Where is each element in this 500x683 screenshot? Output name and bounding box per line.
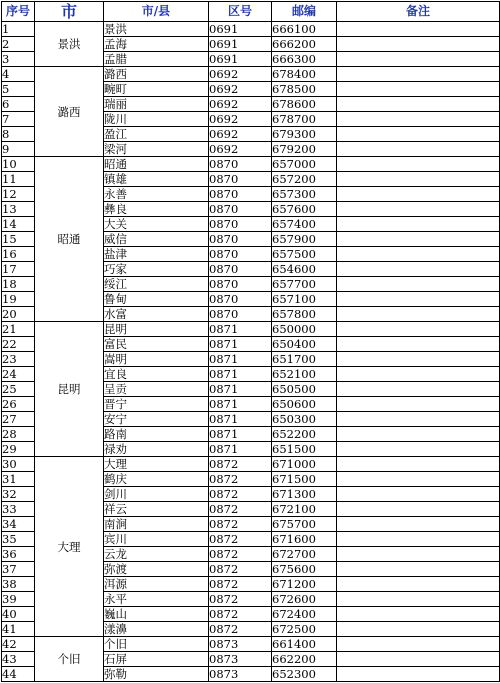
county-cell: 潞西: [104, 67, 209, 82]
remark-cell: [337, 487, 500, 502]
postcode-cell: 657900: [272, 232, 337, 247]
remark-cell: [337, 142, 500, 157]
postcode-table: [1, 1, 500, 682]
postcode-cell: 672700: [272, 547, 337, 562]
postcode-cell: 650300: [272, 412, 337, 427]
remark-cell: [337, 442, 500, 457]
header-area-code: 区号: [209, 2, 272, 22]
remark-cell: [337, 517, 500, 532]
postcode-cell: 650400: [272, 337, 337, 352]
county-cell: 路南: [104, 427, 209, 442]
county-cell: 洱源: [104, 577, 209, 592]
area-code-cell: 0692: [209, 97, 272, 112]
postcode-cell: 661400: [272, 637, 337, 652]
seq-cell: 36: [2, 547, 35, 562]
seq-cell: 1: [2, 22, 35, 37]
county-cell: 石屏: [104, 652, 209, 667]
seq-cell: 32: [2, 487, 35, 502]
area-code-cell: 0873: [209, 667, 272, 682]
area-code-cell: 0872: [209, 532, 272, 547]
area-code-cell: 0870: [209, 157, 272, 172]
postcode-cell: 679200: [272, 142, 337, 157]
postcode-cell: 662200: [272, 652, 337, 667]
postcode-cell: 666100: [272, 22, 337, 37]
county-cell: 孟海: [104, 37, 209, 52]
county-cell: 禄劝: [104, 442, 209, 457]
postcode-cell: 650500: [272, 382, 337, 397]
city-cell: 个旧: [35, 637, 104, 682]
remark-cell: [337, 502, 500, 517]
county-cell: 孟腊: [104, 52, 209, 67]
seq-cell: 12: [2, 187, 35, 202]
area-code-cell: 0873: [209, 637, 272, 652]
county-cell: 宾川: [104, 532, 209, 547]
seq-cell: 10: [2, 157, 35, 172]
table-row: [2, 457, 500, 472]
county-cell: 云龙: [104, 547, 209, 562]
county-cell: 景洪: [104, 22, 209, 37]
postcode-cell: 671200: [272, 577, 337, 592]
seq-cell: 42: [2, 637, 35, 652]
postcode-cell: 650000: [272, 322, 337, 337]
county-cell: 呈贡: [104, 382, 209, 397]
county-cell: 陇川: [104, 112, 209, 127]
postcode-cell: 672600: [272, 592, 337, 607]
remark-cell: [337, 262, 500, 277]
area-code-cell: 0692: [209, 112, 272, 127]
seq-cell: 15: [2, 232, 35, 247]
county-cell: 彝良: [104, 202, 209, 217]
postcode-cell: 657200: [272, 172, 337, 187]
area-code-cell: 0871: [209, 412, 272, 427]
remark-cell: [337, 367, 500, 382]
seq-cell: 41: [2, 622, 35, 637]
county-cell: 梁河: [104, 142, 209, 157]
area-code-cell: 0870: [209, 202, 272, 217]
remark-cell: [337, 37, 500, 52]
postcode-cell: 652100: [272, 367, 337, 382]
postcode-cell: 652300: [272, 667, 337, 682]
city-cell: 景洪: [35, 22, 104, 67]
county-cell: 晋宁: [104, 397, 209, 412]
city-cell: 大理: [35, 457, 104, 637]
header-city: 市: [35, 2, 104, 22]
area-code-cell: 0691: [209, 52, 272, 67]
seq-cell: 7: [2, 112, 35, 127]
county-cell: 安宁: [104, 412, 209, 427]
postcode-cell: 651700: [272, 352, 337, 367]
remark-cell: [337, 52, 500, 67]
remark-cell: [337, 112, 500, 127]
seq-cell: 35: [2, 532, 35, 547]
remark-cell: [337, 277, 500, 292]
area-code-cell: 0872: [209, 562, 272, 577]
area-code-cell: 0692: [209, 142, 272, 157]
seq-cell: 28: [2, 427, 35, 442]
county-cell: 威信: [104, 232, 209, 247]
area-code-cell: 0870: [209, 262, 272, 277]
remark-cell: [337, 427, 500, 442]
seq-cell: 20: [2, 307, 35, 322]
seq-cell: 16: [2, 247, 35, 262]
remark-cell: [337, 382, 500, 397]
seq-cell: 17: [2, 262, 35, 277]
postcode-cell: 657000: [272, 157, 337, 172]
postcode-cell: 657400: [272, 217, 337, 232]
area-code-cell: 0871: [209, 382, 272, 397]
area-code-cell: 0871: [209, 442, 272, 457]
county-cell: 剑川: [104, 487, 209, 502]
remark-cell: [337, 172, 500, 187]
seq-cell: 25: [2, 382, 35, 397]
seq-cell: 37: [2, 562, 35, 577]
county-cell: 昭通: [104, 157, 209, 172]
area-code-cell: 0872: [209, 577, 272, 592]
table-body: [2, 22, 500, 682]
county-cell: 个旧: [104, 637, 209, 652]
seq-cell: 21: [2, 322, 35, 337]
county-cell: 水富: [104, 307, 209, 322]
area-code-cell: 0870: [209, 172, 272, 187]
remark-cell: [337, 217, 500, 232]
county-cell: 鹤庆: [104, 472, 209, 487]
seq-cell: 19: [2, 292, 35, 307]
postcode-cell: 678600: [272, 97, 337, 112]
remark-cell: [337, 667, 500, 682]
area-code-cell: 0691: [209, 22, 272, 37]
remark-cell: [337, 547, 500, 562]
postcode-cell: 657100: [272, 292, 337, 307]
remark-cell: [337, 472, 500, 487]
postcode-cell: 650600: [272, 397, 337, 412]
remark-cell: [337, 622, 500, 637]
area-code-cell: 0870: [209, 277, 272, 292]
seq-cell: 18: [2, 277, 35, 292]
postcode-cell: 671600: [272, 532, 337, 547]
header-postcode: 邮编: [272, 2, 337, 22]
area-code-cell: 0872: [209, 502, 272, 517]
postcode-cell: 671500: [272, 472, 337, 487]
remark-cell: [337, 412, 500, 427]
area-code-cell: 0870: [209, 292, 272, 307]
table-row: [2, 637, 500, 652]
area-code-cell: 0870: [209, 187, 272, 202]
postcode-cell: 679300: [272, 127, 337, 142]
area-code-cell: 0870: [209, 247, 272, 262]
postcode-cell: 678400: [272, 67, 337, 82]
remark-cell: [337, 232, 500, 247]
seq-cell: 33: [2, 502, 35, 517]
postcode-cell: 671000: [272, 457, 337, 472]
seq-cell: 9: [2, 142, 35, 157]
remark-cell: [337, 352, 500, 367]
area-code-cell: 0872: [209, 457, 272, 472]
area-code-cell: 0871: [209, 337, 272, 352]
city-cell: 潞西: [35, 67, 104, 157]
county-cell: 畹町: [104, 82, 209, 97]
remark-cell: [337, 307, 500, 322]
county-cell: 绥江: [104, 277, 209, 292]
area-code-cell: 0871: [209, 322, 272, 337]
seq-cell: 26: [2, 397, 35, 412]
seq-cell: 8: [2, 127, 35, 142]
seq-cell: 2: [2, 37, 35, 52]
area-code-cell: 0692: [209, 67, 272, 82]
county-cell: 盐津: [104, 247, 209, 262]
county-cell: 镇雄: [104, 172, 209, 187]
county-cell: 弥渡: [104, 562, 209, 577]
postcode-cell: 666200: [272, 37, 337, 52]
seq-cell: 40: [2, 607, 35, 622]
table-row: [2, 157, 500, 172]
remark-cell: [337, 97, 500, 112]
remark-cell: [337, 67, 500, 82]
county-cell: 永善: [104, 187, 209, 202]
header-remark: 备注: [337, 2, 500, 22]
remark-cell: [337, 22, 500, 37]
area-code-cell: 0872: [209, 547, 272, 562]
postcode-cell: 671300: [272, 487, 337, 502]
postcode-cell: 672500: [272, 622, 337, 637]
header-row: [2, 2, 500, 22]
county-cell: 宜良: [104, 367, 209, 382]
postcode-cell: 666300: [272, 52, 337, 67]
county-cell: 永平: [104, 592, 209, 607]
postcode-cell: 678700: [272, 112, 337, 127]
seq-cell: 43: [2, 652, 35, 667]
county-cell: 富民: [104, 337, 209, 352]
remark-cell: [337, 637, 500, 652]
county-cell: 南涧: [104, 517, 209, 532]
county-cell: 大理: [104, 457, 209, 472]
seq-cell: 34: [2, 517, 35, 532]
city-cell: 昆明: [35, 322, 104, 457]
remark-cell: [337, 562, 500, 577]
area-code-cell: 0691: [209, 37, 272, 52]
seq-cell: 38: [2, 577, 35, 592]
remark-cell: [337, 397, 500, 412]
postcode-cell: 652200: [272, 427, 337, 442]
remark-cell: [337, 187, 500, 202]
area-code-cell: 0871: [209, 352, 272, 367]
county-cell: 昆明: [104, 322, 209, 337]
remark-cell: [337, 127, 500, 142]
postcode-cell: 675600: [272, 562, 337, 577]
remark-cell: [337, 337, 500, 352]
remark-cell: [337, 202, 500, 217]
seq-cell: 13: [2, 202, 35, 217]
seq-cell: 29: [2, 442, 35, 457]
table-row: [2, 322, 500, 337]
county-cell: 巍山: [104, 607, 209, 622]
remark-cell: [337, 607, 500, 622]
seq-cell: 4: [2, 67, 35, 82]
county-cell: 盈江: [104, 127, 209, 142]
area-code-cell: 0872: [209, 592, 272, 607]
postcode-cell: 657600: [272, 202, 337, 217]
postcode-cell: 657300: [272, 187, 337, 202]
postcode-cell: 654600: [272, 262, 337, 277]
table-row: [2, 67, 500, 82]
county-cell: 瑞丽: [104, 97, 209, 112]
seq-cell: 31: [2, 472, 35, 487]
area-code-cell: 0871: [209, 427, 272, 442]
seq-cell: 6: [2, 97, 35, 112]
area-code-cell: 0873: [209, 652, 272, 667]
remark-cell: [337, 652, 500, 667]
seq-cell: 23: [2, 352, 35, 367]
area-code-cell: 0872: [209, 622, 272, 637]
area-code-cell: 0870: [209, 307, 272, 322]
seq-cell: 3: [2, 52, 35, 67]
seq-cell: 27: [2, 412, 35, 427]
area-code-cell: 0692: [209, 82, 272, 97]
county-cell: 漾濞: [104, 622, 209, 637]
county-cell: 鲁甸: [104, 292, 209, 307]
area-code-cell: 0872: [209, 472, 272, 487]
table-row: [2, 22, 500, 37]
area-code-cell: 0870: [209, 232, 272, 247]
remark-cell: [337, 292, 500, 307]
county-cell: 弥勒: [104, 667, 209, 682]
postcode-cell: 657700: [272, 277, 337, 292]
remark-cell: [337, 157, 500, 172]
remark-cell: [337, 247, 500, 262]
seq-cell: 11: [2, 172, 35, 187]
seq-cell: 14: [2, 217, 35, 232]
postcode-cell: 657500: [272, 247, 337, 262]
remark-cell: [337, 82, 500, 97]
postcode-cell: 672400: [272, 607, 337, 622]
seq-cell: 44: [2, 667, 35, 682]
seq-cell: 22: [2, 337, 35, 352]
area-code-cell: 0871: [209, 397, 272, 412]
postcode-cell: 675700: [272, 517, 337, 532]
city-cell: 昭通: [35, 157, 104, 322]
remark-cell: [337, 592, 500, 607]
postcode-cell: 672100: [272, 502, 337, 517]
county-cell: 嵩明: [104, 352, 209, 367]
seq-cell: 5: [2, 82, 35, 97]
remark-cell: [337, 532, 500, 547]
seq-cell: 39: [2, 592, 35, 607]
header-seq: 序号: [2, 2, 35, 22]
header-county: 市/县: [104, 2, 209, 22]
county-cell: 巧家: [104, 262, 209, 277]
area-code-cell: 0872: [209, 487, 272, 502]
seq-cell: 30: [2, 457, 35, 472]
postcode-cell: 678500: [272, 82, 337, 97]
remark-cell: [337, 322, 500, 337]
remark-cell: [337, 577, 500, 592]
postcode-cell: 651500: [272, 442, 337, 457]
seq-cell: 24: [2, 367, 35, 382]
area-code-cell: 0872: [209, 607, 272, 622]
area-code-cell: 0692: [209, 127, 272, 142]
remark-cell: [337, 457, 500, 472]
postcode-cell: 657800: [272, 307, 337, 322]
county-cell: 大关: [104, 217, 209, 232]
area-code-cell: 0871: [209, 367, 272, 382]
county-cell: 祥云: [104, 502, 209, 517]
area-code-cell: 0872: [209, 517, 272, 532]
area-code-cell: 0870: [209, 217, 272, 232]
